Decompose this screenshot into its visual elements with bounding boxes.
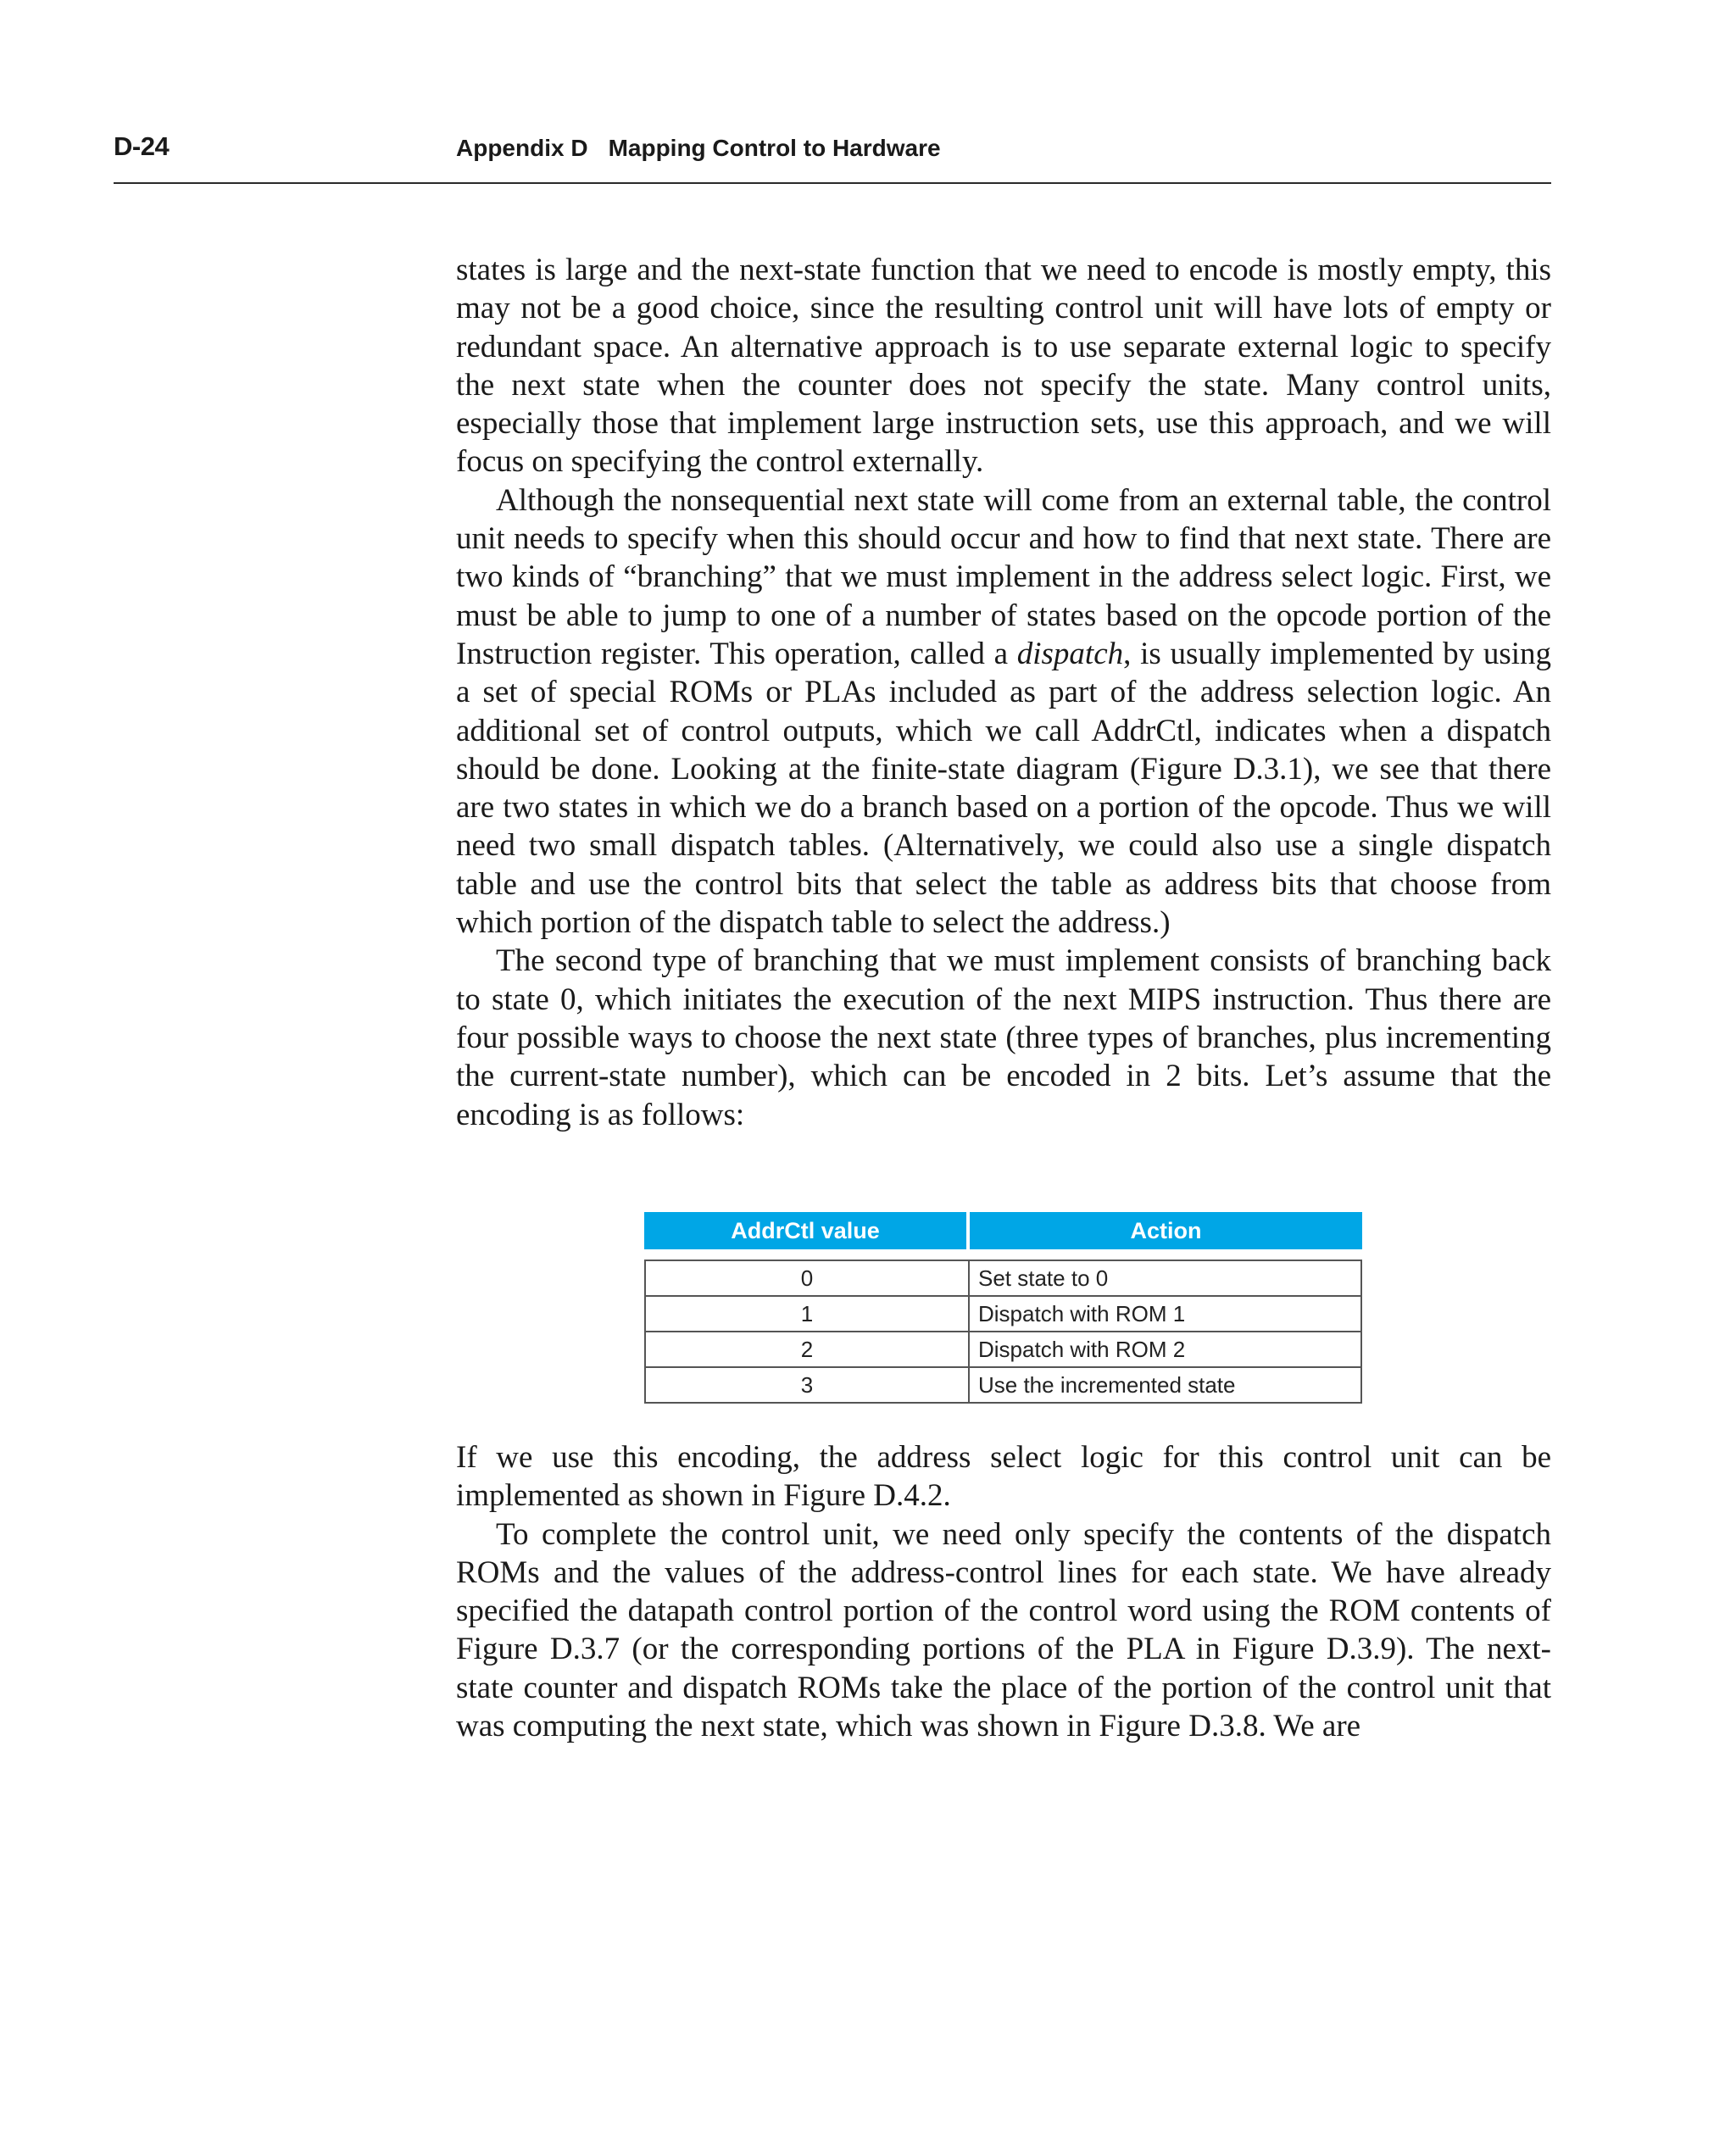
column-header-action: Action xyxy=(970,1212,1362,1260)
chapter-title: Mapping Control to Hardware xyxy=(608,135,941,161)
italic-term: dispatch xyxy=(1016,636,1124,671)
paragraph: states is large and the next-state function that we need to encode is mostly empty, this may not be a good choice, since the resulting control unit will have lots of empty or redundant space. An alternative approach is to use separate external logic to specify the next state when the counter does not specify the state. Many control units, especially those that implement large instruction sets, use this approach, and we will focus on specifying the control externally. xyxy=(456,253,1551,480)
table-header-row xyxy=(644,1212,1362,1260)
table-row xyxy=(644,1368,1362,1404)
table-cell-action: Dispatch with ROM 2 xyxy=(970,1332,1362,1368)
table-cell-value: 3 xyxy=(644,1368,970,1404)
column-header-value: AddrCtl value xyxy=(644,1212,970,1260)
body-text-lower xyxy=(456,1438,1551,1745)
page-header xyxy=(114,131,1551,184)
table-cell-action: Use the incremented state xyxy=(970,1368,1362,1404)
table-row xyxy=(644,1260,1362,1297)
addrctl-encoding-table xyxy=(644,1212,1362,1404)
paragraph-text: , is usually implemented by using a set of special ROMs or PLAs included as part of the address selection logic. An additional set of control outputs, which we call AddrCtl, indicates when a dispatch should be done. Looking at the finite-state diagram (Figure D.3.1), we see that there are two states in which we do a branch based on a portion of the opcode. Thus we will need two small dispatch tables. (Alternatively, we could also use a single dispatch table and use the control bits that select the table as address bits that choose from which portion of the dispatch table to select the address.) xyxy=(456,636,1552,941)
table-cell-value: 2 xyxy=(644,1332,970,1368)
table-cell-value: 0 xyxy=(644,1260,970,1297)
paragraph: If we use this encoding, the address select logic for this control unit can be implemented as shown in Figure D.4.2. xyxy=(456,1440,1551,1514)
paragraph: The second type of branching that we must implement consists of branching back to state 0, which initiates the execution of the next MIPS instruction. Thus there are four possible ways to choose the next state (three types of branches, plus incrementing the current-state number), which can be encoded in 2 bits. Let’s assume that the encoding is as follows: xyxy=(456,943,1551,1132)
table-row xyxy=(644,1297,1362,1332)
body-text-upper xyxy=(456,251,1551,1134)
paragraph-text: Although the nonsequential next state will come from an external table, the control unit needs to specify when this should occur and how to find that next state. There are two kinds of “branching” that we must implement in the address select logic. First, we must be able to jump to one of a number of states based on the opcode portion of the Instruction register. This operation, called a xyxy=(456,482,1551,671)
table-cell-action: Set state to 0 xyxy=(970,1260,1362,1297)
page-number: D-24 xyxy=(114,131,170,161)
table-cell-value: 1 xyxy=(644,1297,970,1332)
paragraph-dispatch xyxy=(456,481,1551,943)
appendix-label: Appendix D xyxy=(456,135,588,161)
table-row xyxy=(644,1332,1362,1368)
table-cell-action: Dispatch with ROM 1 xyxy=(970,1297,1362,1332)
running-head xyxy=(456,135,941,162)
paragraph: To complete the control unit, we need only specify the contents of the dispatch ROMs and the values of the address-control lines for each state. We have already specified the datapath control portion of the control word using the ROM contents of Figure D.3.7 (or the corresponding portions of the PLA in Figure D.3.9). The next-state counter and dispatch ROMs take the place of the portion of the control unit that was computing the next state, which was shown in Figure D.3.8. We are xyxy=(456,1516,1551,1744)
